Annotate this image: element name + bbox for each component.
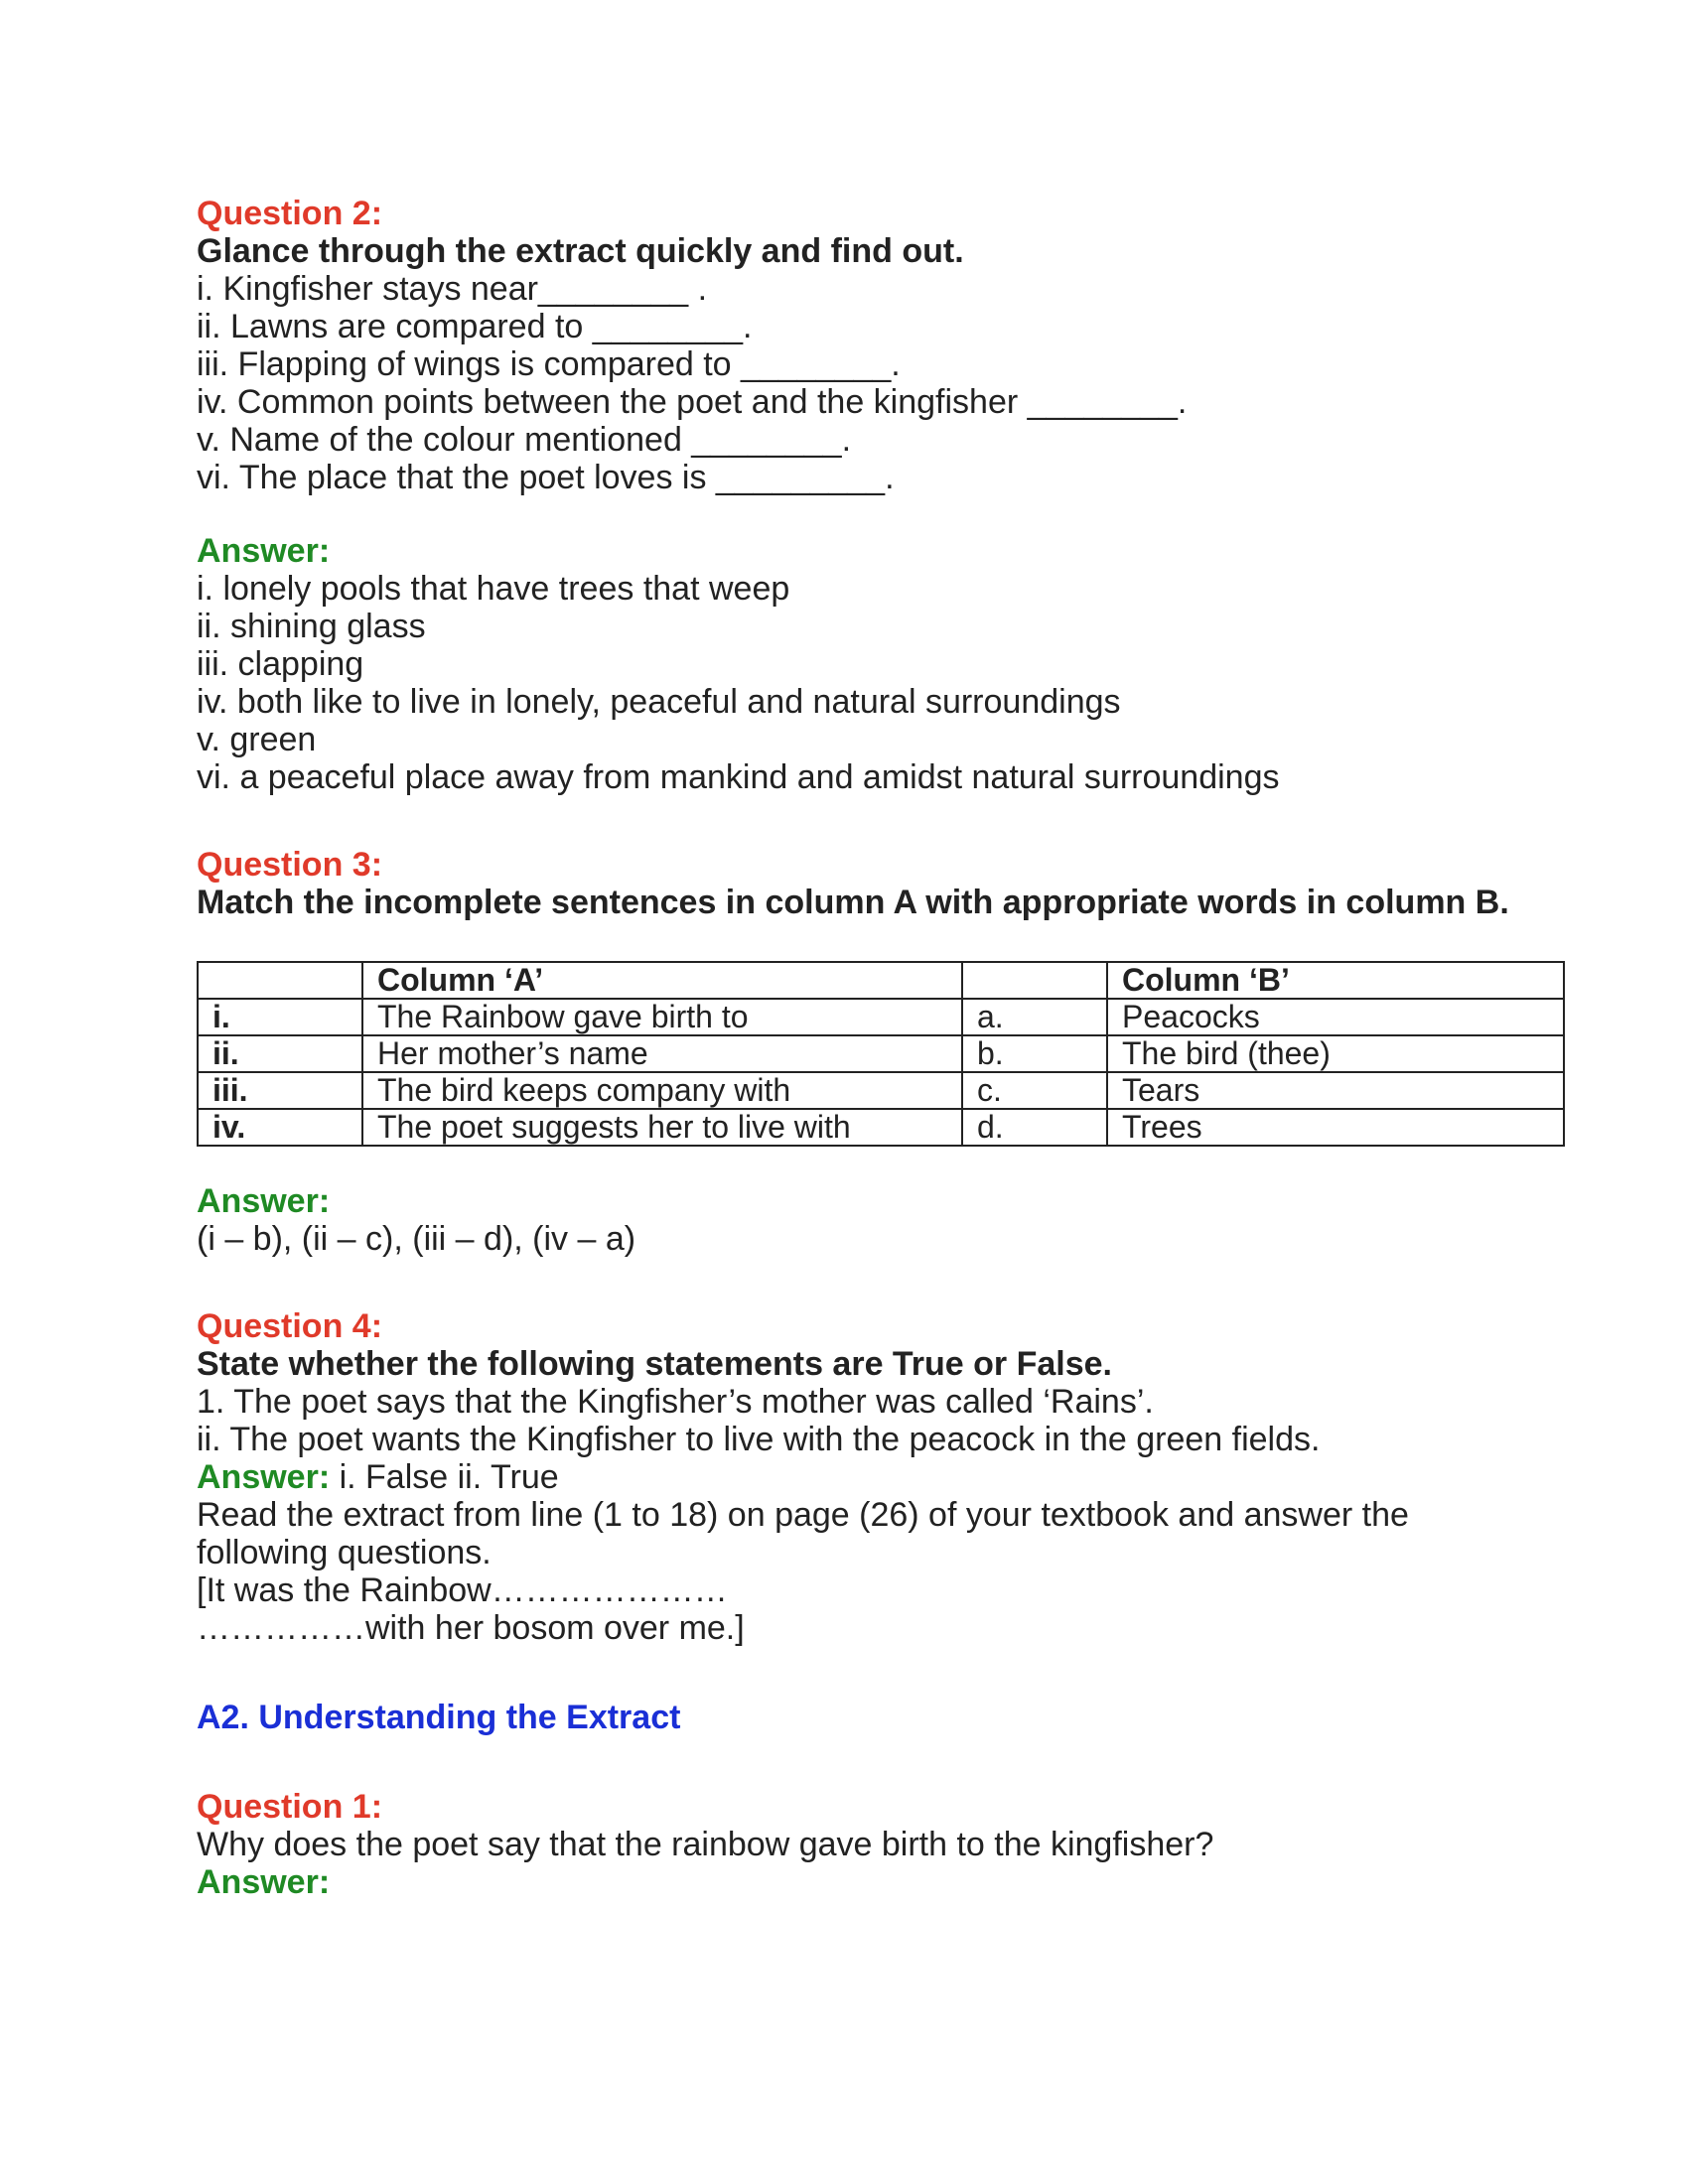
section-heading: A2. Understanding the Extract [197,1699,681,1736]
table-header-cell [198,962,362,999]
table-header-cell [962,962,1107,999]
table-row [198,1109,1564,1146]
q2-answer-heading: Answer: [197,532,331,570]
extract-quote: [It was the Rainbow………………… [197,1571,728,1609]
q2-item: v. Name of the colour mentioned ________. [197,421,852,459]
q3-answer-heading: Answer: [197,1182,331,1220]
q3-answer: (i – b), (ii – c), (iii – d), (iv – a) [197,1220,636,1258]
q4-item: 1. The poet says that the Kingfisher’s mother was called ‘Rains’. [197,1383,1154,1421]
table-cell: i. [198,999,362,1035]
column-b-header: Column ‘B’ [1107,962,1564,999]
column-a-header: Column ‘A’ [362,962,962,999]
q2-answer-item: i. lonely pools that have trees that weep [197,570,790,608]
table-cell: The bird keeps company with [362,1072,962,1109]
q2-answer-item: ii. shining glass [197,608,426,645]
question-4-heading: Question 4: [197,1307,383,1345]
extract-instruction: following questions. [197,1534,492,1571]
q2-item: i. Kingfisher stays near________ . [197,270,708,308]
match-table [197,961,1565,1147]
extract-instruction: Read the extract from line (1 to 18) on page (26) of your textbook and answer the [197,1496,1409,1534]
table-cell: a. [962,999,1107,1035]
table-row [198,1072,1564,1109]
table-cell: The poet suggests her to live with [362,1109,962,1146]
table-cell: iv. [198,1109,362,1146]
table-cell: b. [962,1035,1107,1072]
table-row [198,1035,1564,1072]
question-1-text: Why does the poet say that the rainbow gave birth to the kingfisher? [197,1826,1214,1863]
question-3-heading: Question 3: [197,846,383,884]
q1-answer-heading: Answer: [197,1863,331,1901]
table-cell: The bird (thee) [1107,1035,1564,1072]
q4-answer: i. False ii. True [330,1458,559,1496]
q2-answer-item: vi. a peaceful place away from mankind and amidst natural surroundings [197,758,1280,796]
q2-item: vi. The place that the poet loves is _________. [197,459,895,496]
question-2-heading: Question 2: [197,195,383,232]
question-2-instruction: Glance through the extract quickly and find out. [197,232,964,270]
table-cell: Tears [1107,1072,1564,1109]
table-cell: iii. [198,1072,362,1109]
document-page [197,195,1587,1901]
q4-answer-line [197,1458,1587,1496]
question-3-instruction: Match the incomplete sentences in column A with appropriate words in column B. [197,884,1509,921]
extract-quote: ……………with her bosom over me.] [197,1609,745,1647]
q2-answer-item: v. green [197,721,317,758]
q4-answer-heading: Answer: [197,1458,331,1496]
table-header-row [198,962,1564,999]
question-1-heading: Question 1: [197,1788,383,1826]
q2-item: ii. Lawns are compared to ________. [197,308,753,345]
q2-answer-item: iii. clapping [197,645,364,683]
table-cell: ii. [198,1035,362,1072]
table-cell: Her mother’s name [362,1035,962,1072]
q2-item: iv. Common points between the poet and the kingfisher ________. [197,383,1188,421]
q2-item: iii. Flapping of wings is compared to ________. [197,345,901,383]
table-cell: c. [962,1072,1107,1109]
table-row [198,999,1564,1035]
question-4-instruction: State whether the following statements are True or False. [197,1345,1113,1383]
table-cell: Trees [1107,1109,1564,1146]
table-cell: d. [962,1109,1107,1146]
table-cell: The Rainbow gave birth to [362,999,962,1035]
q2-answer-item: iv. both like to live in lonely, peaceful and natural surroundings [197,683,1121,721]
table-cell: Peacocks [1107,999,1564,1035]
q4-item: ii. The poet wants the Kingfisher to live with the peacock in the green fields. [197,1421,1321,1458]
